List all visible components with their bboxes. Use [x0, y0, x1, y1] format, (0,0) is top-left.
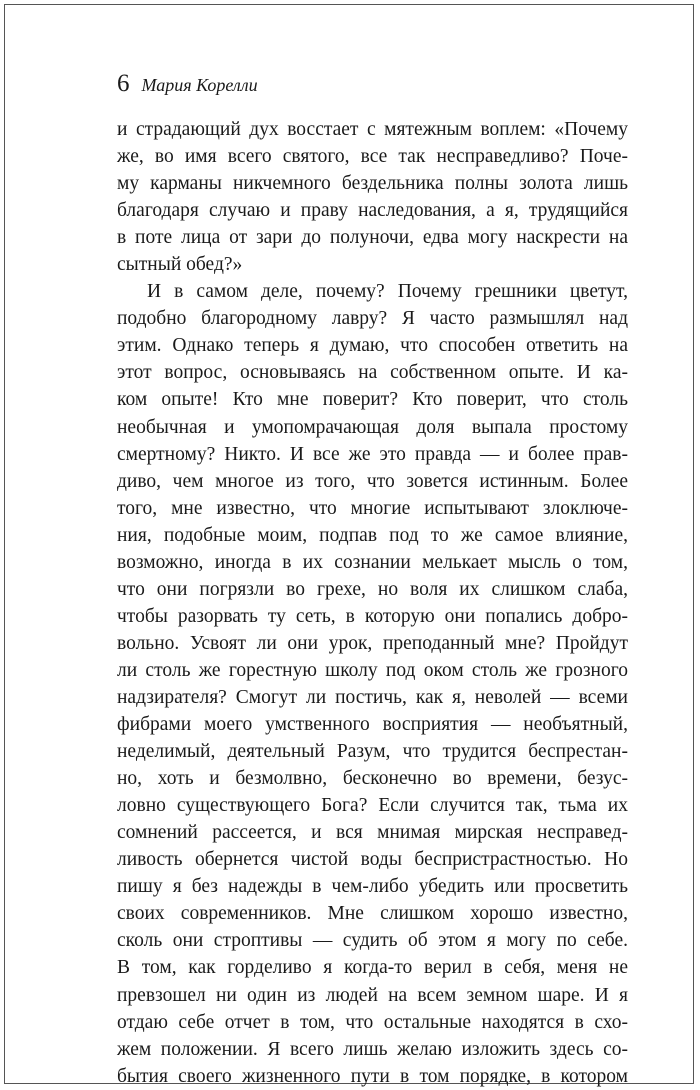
text-line: ком опыте! Кто мне поверит? Кто поверит, что столь: [117, 389, 628, 411]
text-line: ли столь же горестную школу под оком столь же грозного: [117, 659, 628, 681]
text-line: жем положении. Я всего лишь желаю изложить здесь со-: [117, 1038, 628, 1060]
text-line: но, хоть и безмолвно, бесконечно во времени, безус-: [117, 768, 628, 790]
text-line: смертному? Никто. И все же это правда — и более прав-: [117, 443, 628, 465]
page-number: 6: [117, 70, 130, 97]
text-line: фибрами моего умственного восприятия — необъятный,: [117, 714, 628, 736]
text-line: диво, чем многое из того, что зовется истинным. Более: [117, 470, 628, 492]
text-line: же, во имя всего святого, все так несправедливо? Поче-: [117, 146, 628, 168]
text-line: сытный обед?»: [117, 254, 243, 276]
text-line: того, мне известно, что многие испытывают злоключе-: [117, 497, 628, 519]
text-line: надзирателя? Смогут ли постичь, как я, неволей — всеми: [117, 686, 628, 708]
running-head: [117, 70, 258, 104]
text-line: сомнений рассеется, и вся мнимая мирская несправед-: [117, 822, 628, 844]
text-line: пишу я без надежды в чем-либо убедить или просветить: [117, 876, 628, 898]
text-line: отдаю себе отчет в том, что остальные находятся в схо-: [117, 1011, 628, 1033]
text-line: подобно благородному лавру? Я часто размышлял над: [117, 308, 628, 330]
text-line: ния, подобные моим, подпав под то же самое влияние,: [117, 524, 628, 546]
text-line: в поте лица от зари до полуночи, едва могу наскрести на: [117, 227, 628, 249]
running-head-author: Мария Корелли: [141, 75, 258, 95]
text-line: сколь они строптивы — судить об этом я могу по себе.: [117, 930, 628, 952]
text-line: неделимый, деятельный Разум, что трудится беспрестан-: [117, 741, 628, 763]
text-line: что они погрязли во грехе, но воля их слишком слаба,: [117, 578, 628, 600]
text-line: В том, как горделиво я когда-то верил в себя, меня не: [117, 957, 628, 979]
text-line: ливость обернется чистой воды беспристрастностью. Но: [117, 849, 628, 871]
text-line: вольно. Усвоят ли они урок, преподанный мне? Пройдут: [117, 632, 628, 654]
text-line: возможно, иногда в их сознании мелькает мысль о том,: [117, 551, 628, 573]
text-line: необычная и умопомрачающая доля выпала простому: [117, 416, 628, 438]
text-line: ловно существующего Бога? Если случится так, тьма их: [117, 795, 628, 817]
body-text: [117, 116, 628, 1090]
paragraph-first-line: И в самом деле, почему? Почему грешники цветут,: [147, 281, 628, 303]
text-line: и страдающий дух восстает с мятежным воплем: «Почему: [117, 119, 628, 140]
text-line: этот вопрос, основываясь на собственном опыте. И ка-: [117, 362, 628, 384]
text-line: этим. Однако теперь я думаю, что способен ответить на: [117, 335, 628, 357]
text-line: благодаря случаю и праву наследования, а я, трудящийся: [117, 200, 628, 222]
text-line: превзошел ни один из людей на всем земном шаре. И я: [117, 984, 628, 1006]
text-line: своих современников. Мне слишком хорошо известно,: [117, 903, 628, 925]
text-line: бытия своего жизненного пути в том порядке, в котором: [117, 1065, 628, 1087]
text-line: чтобы разорвать ту сеть, в которую они попались добро-: [117, 605, 628, 627]
text-line: му карманы никчемного бездельника полны золота лишь: [117, 173, 628, 195]
